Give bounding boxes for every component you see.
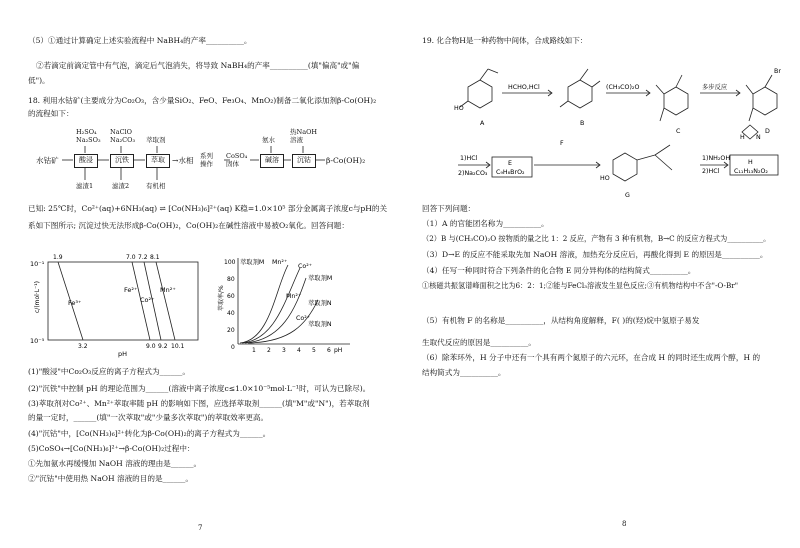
- graph2-x-tick-5: 5: [312, 347, 316, 354]
- graph2-x-tick-2: 2: [267, 347, 271, 354]
- answer-intro: 回答下列问题：: [422, 204, 476, 213]
- flow-reagent-extract: 萃取剂: [146, 136, 166, 144]
- question-18-intro-a: 18. 利用水钴矿(主要成分为Co₂O₃，含少量SiO₂、FeO、Fe₃O₄、MnO₂)制备二氧化添加剂β-Co(OH)₂: [28, 96, 377, 105]
- graph2-y-tick-20: 20: [227, 327, 235, 334]
- graph1-top-tick-1: 1.9: [53, 254, 63, 261]
- reagent-hcho-hcl: HCHO,HCl: [508, 84, 540, 91]
- question-19-1: （1）A 的官能团名称为__________。: [422, 219, 549, 228]
- graph1-label-fe2: Fe²⁺: [124, 286, 138, 294]
- graph1-top-tick-2: 7.0: [126, 254, 136, 261]
- graph2-x-tick-4: 4: [297, 347, 301, 354]
- flow-residue-1: 滤渣1: [76, 182, 94, 190]
- page-number-right: 8: [622, 520, 627, 528]
- label-E: E: [508, 160, 512, 167]
- label-H: H: [748, 159, 753, 166]
- question-18-5-i: ①先加氨水再缓慢加 NaOH 溶液的理由是______。: [28, 459, 202, 468]
- graph1-label-mn2: Mn²⁺: [160, 286, 176, 294]
- graph2-x-tick-3: 3: [282, 347, 286, 354]
- flow-residue-2: 滤渣2: [112, 182, 130, 190]
- benzene-ring-A: [468, 80, 492, 108]
- graph1-bottom-tick-4: 10.1: [171, 343, 185, 350]
- label-D: D: [765, 128, 770, 135]
- label-G: G: [625, 192, 630, 199]
- compound-A-oh: HO: [454, 105, 464, 112]
- question-19-6a: （6）除苯环外，H 分子中还有一个具有两个氮原子的六元环，在合成 H 的同时还生成两个醇，H 的: [422, 353, 761, 362]
- question-18-5: (5)CoSO₄→[Co(NH₃)₆]²⁺→β-Co(OH)₂过程中：: [28, 444, 195, 453]
- flow-reagent-iron: NaClO Na₂CO₃: [110, 128, 136, 144]
- reagent-multistep: 多步反应: [702, 84, 728, 91]
- question-18-3b: 的量一定时，______(填"一次萃取"或"少量多次萃取")的萃取效率更高。: [28, 413, 269, 422]
- graph2-y-tick-0: 0: [231, 344, 235, 351]
- flow-box-base-dissolve: 碱溶: [260, 154, 284, 168]
- benzene-ring-C: [664, 87, 688, 115]
- question-19-3: （3）D→E 的反应不能采取先加 NaOH 溶液，加热充分反应后，再酸化得到 E 的原因是__________。: [422, 250, 768, 259]
- question-5-part1: （5）①通过计算确定上述实验流程中 NaBH₄的产率__________。: [28, 36, 252, 45]
- question-5-part2b: 低")。: [28, 76, 50, 85]
- question-18-4: (4)"沉钴"中，[Co(NH₃)₆]²⁺转化为β-Co(OH)₂的离子方程式为______。: [28, 429, 271, 438]
- question-18-5-ii: ②"沉钴"中使用热 NaOH 溶液的目的是______。: [28, 474, 193, 483]
- question-19-5a: （5）有机物 F 的名称是__________，从结构角度解释，F( )的(羟)烷中氢原子易发: [422, 316, 700, 325]
- synthesis-scheme: [410, 55, 790, 205]
- label-A: A: [480, 120, 485, 127]
- graph2-label-mn2-top: Mn²⁺: [272, 259, 288, 266]
- graph2-y-label: 萃取率/%: [218, 285, 225, 311]
- question-19-5b: 生取代反应的原因是__________。: [422, 338, 536, 347]
- graph2-label-extractant-m: 萃取剂M: [240, 259, 265, 266]
- flow-box-iron-removal: 沉铁: [110, 154, 134, 168]
- graph2-y-tick-40: 40: [227, 310, 235, 317]
- graph2-y-tick-80: 80: [227, 276, 235, 283]
- question-5-part2a: ②若滴定前滴定管中有气泡，滴定后气泡消失，将导致 NaBH₄的产率__________(填"偏高"或"偏: [36, 61, 360, 70]
- graph1-top-tick-4: 8.1: [150, 254, 160, 261]
- graph2-y-tick-100: 100: [224, 259, 236, 266]
- question-19-4: （4）任写一种同时符合下列条件的化合物 E 同分异构体的结构简式__________。: [422, 266, 696, 275]
- graph1-y-label: c/(mol·L⁻¹): [34, 280, 41, 313]
- question-18-2: (2)"沉铁"中控制 pH 的理论范围为______(溶液中离子浓度c≤1.0×10⁻⁵mol·L⁻¹时，可认为已除尽)。: [28, 384, 371, 393]
- graph2-x-tick-6: 6: [327, 347, 331, 354]
- flow-reagent-acid: H₂SO₄ Na₂SO₃: [76, 128, 101, 144]
- flow-reagent-naoh: 热NaOH 溶液: [290, 128, 318, 144]
- flow-water-phase: →水相: [172, 156, 194, 165]
- graph1-top-tick-3: 7.2: [138, 254, 148, 261]
- graph1-label-fe3: Fe³⁺: [68, 299, 82, 307]
- flow-box-acid-leach: 酸浸: [74, 154, 98, 168]
- flow-organic-phase: 有机相: [146, 182, 166, 190]
- step-hcl: 1)HCl: [460, 155, 478, 162]
- graph2-y-tick-60: 60: [227, 293, 235, 300]
- benzene-ring-D: [753, 87, 777, 115]
- known-info-a: 已知: 25℃时，Co²⁺(aq)+6NH₃(aq) ⇌ [Co(NH₃)₆]²⁺(aq) K稳=1.0×10⁵ 部分金属离子浓度c与pH的关: [28, 204, 388, 213]
- reagent-nh2oh: 1)NH₂OH: [702, 155, 731, 162]
- question-19-2: （2）B 与(CH₃CO)₂O 按物质的量之比 1：2 反应，产物有 3 种有机物，B→C 的反应方程式为__________。: [422, 234, 771, 243]
- question-18-intro-b: 的流程如下：: [28, 109, 74, 118]
- graph2-label-co2-top: Co²⁺: [298, 263, 313, 270]
- urea-h-label: H: [740, 134, 745, 141]
- right-page: [400, 0, 800, 548]
- flow-series-operation: 系列 操作: [200, 152, 213, 168]
- graph2-label-co2-bottom: Co²⁺: [296, 315, 311, 322]
- concentration-ph-graph: [28, 250, 208, 360]
- extraction-rate-graph: [210, 250, 360, 360]
- flow-reagent-ammonia: 氨水: [262, 136, 275, 144]
- reagent-hcl-2: 2)HCl: [702, 168, 720, 175]
- flow-end-product: β-Co(OH)₂: [326, 156, 366, 165]
- question-18-1: (1)"酸浸"中Co₂O₃反应的离子方程式为______。: [28, 367, 190, 376]
- graph2-label-extractant-n: 萃取剂N: [308, 300, 332, 307]
- flow-coso4-solid: CoSO₄ 固体: [226, 152, 248, 168]
- label-C: C: [676, 128, 681, 135]
- compound-E-formula: C₉H₈BrO₂: [496, 169, 525, 176]
- graph1-y-bottom: 10⁻⁵: [30, 337, 45, 345]
- question-19-4-conditions: ①核磁共振氢谱峰面积之比为6：2：1;②能与FeCl₃溶液发生显色反应;③有机物结构中不含"-O-Br": [422, 281, 738, 290]
- urea-n-label: N: [756, 134, 761, 141]
- graph1-x-label: pH: [118, 350, 128, 358]
- known-info-b: 系如下图所示; 沉淀过快无法形成β-Co(OH)₂，Co(OH)₂在碱性溶液中易被O₂氧化。回答问题：: [28, 221, 349, 230]
- reagent-acetic-anhydride: (CH₃CO)₂O: [606, 84, 640, 91]
- graph2-x-tick-1: 1: [252, 347, 256, 354]
- label-F: F: [560, 140, 564, 147]
- graph1-bottom-tick-1: 3.2: [78, 343, 88, 350]
- flow-box-extraction: 萃取: [146, 154, 170, 168]
- graph1-bottom-tick-2: 9.0: [146, 343, 156, 350]
- compound-D-br: Br: [774, 68, 781, 75]
- compound-H-formula: C₁₁H₁₃N₂O₂: [734, 168, 768, 175]
- question-19-intro: 19. 化合物H是一种药物中间体，合成路线如下：: [422, 36, 588, 45]
- step-na2co3: 2)Na₂CO₃: [458, 170, 488, 177]
- graph1-label-co2: Co²⁺: [140, 296, 155, 304]
- label-B: B: [580, 120, 585, 127]
- compound-G-oh: HO: [600, 175, 610, 182]
- graph2-label-extractant-m-2: 萃取剂M: [308, 275, 333, 282]
- question-18-3a: (3)萃取剂对Co²⁺、Mn²⁺萃取率随 pH 的影响如下图，应选择萃取剂______(填"M"或"N")，若萃取剂: [28, 399, 370, 408]
- flow-box-cobalt-precip: 沉钴: [292, 154, 316, 168]
- flow-start: 水钴矿: [36, 156, 59, 165]
- graph1-y-top: 10⁻¹: [30, 260, 45, 268]
- graph2-label-mn2-mid: Mn²⁺: [286, 293, 302, 300]
- benzene-ring-G: [613, 153, 637, 181]
- benzene-ring-B: [568, 80, 592, 108]
- question-19-6b: 结构简式为__________。: [422, 368, 506, 377]
- graph1-bottom-tick-3: 9.2: [158, 343, 168, 350]
- page-number-left: 7: [198, 524, 203, 532]
- graph2-x-label: pH: [334, 347, 343, 354]
- graph2-label-extractant-n-2: 萃取剂N: [308, 321, 332, 328]
